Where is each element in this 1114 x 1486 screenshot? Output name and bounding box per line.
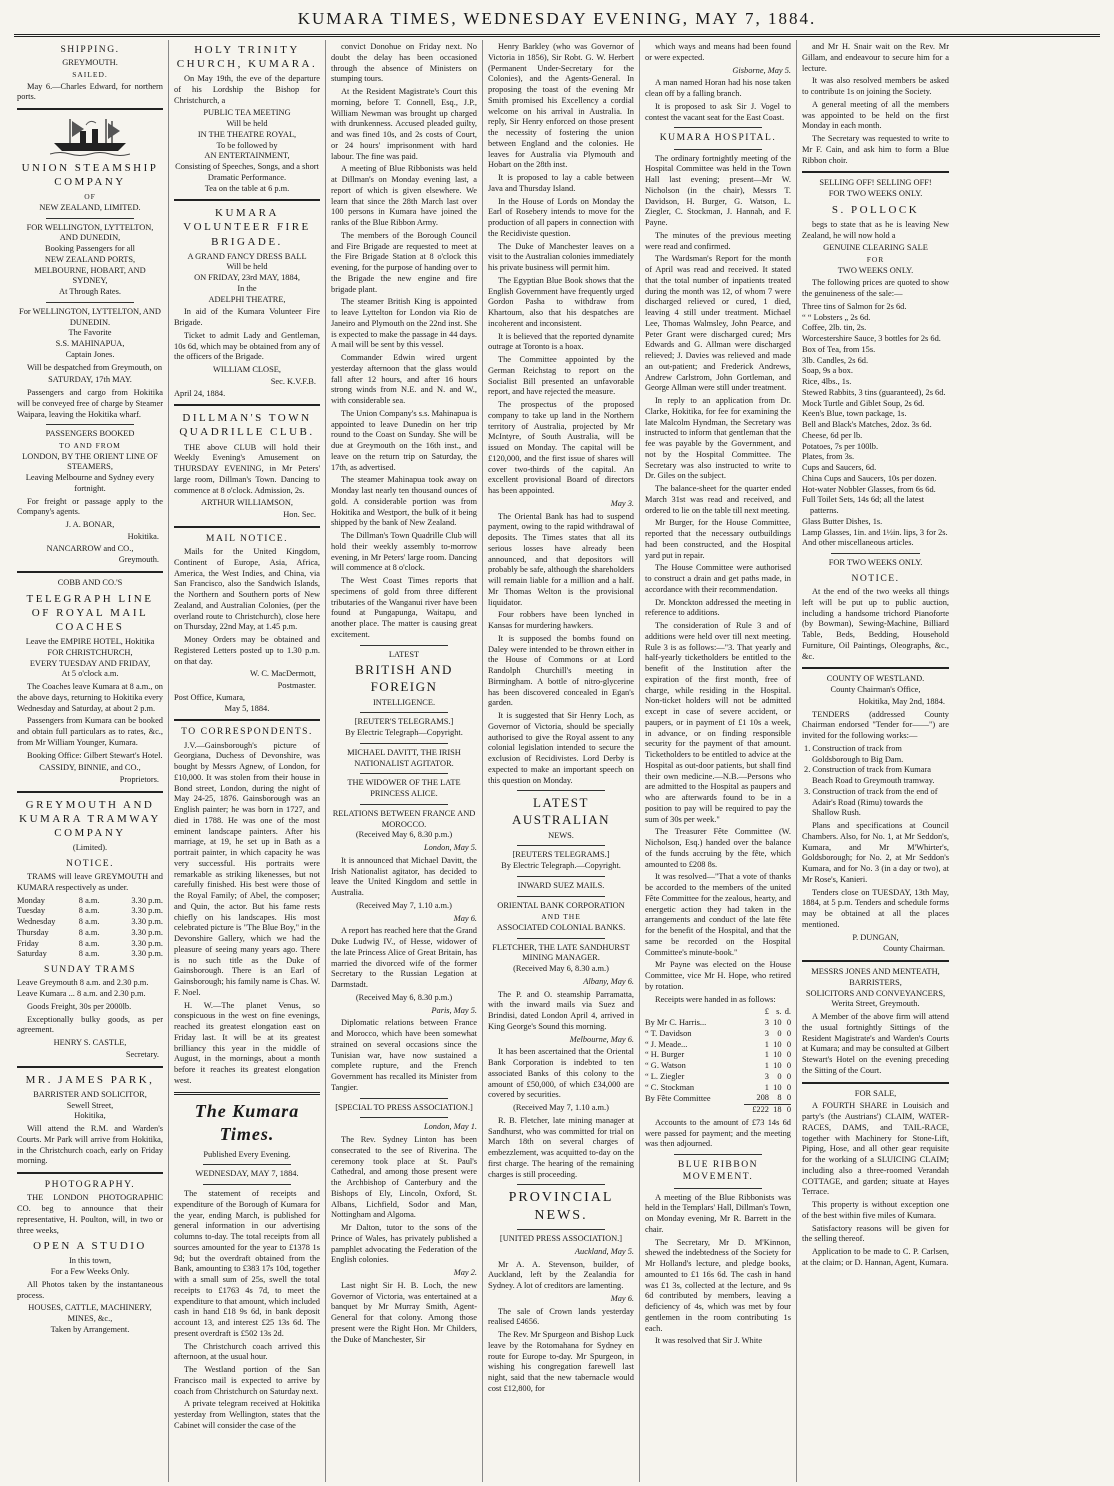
tender-work-item: 3. Construction of track from the end of Adair's Road (Rimu) towards the Shallow Rush. xyxy=(804,786,938,818)
price-item: Box of Tea, from 15s. xyxy=(802,344,876,354)
tram-row: Tuesday 8 a.m. 3.30 p.m. xyxy=(17,906,163,916)
provincial-news-heading: PROVINCIAL NEWS. xyxy=(508,1190,614,1224)
price-item: Mock Turtle and Giblet Soup, 2s 6d. xyxy=(802,398,925,408)
price-item: Rice, 4lbs., 1s. xyxy=(802,377,852,387)
tender-work-item: 2. Construction of track from Kumara Beach Road to Greymouth tramway. xyxy=(804,765,935,786)
price-item: Stewed Rabbits, 3 tins (guaranteed), 2s 6d. xyxy=(802,387,946,397)
shipping-heading: SHIPPING. xyxy=(60,44,120,55)
price-item: “ “ Lobsters „ 2s 6d. xyxy=(802,312,871,322)
price-item: China Cups and Saucers, 10s per dozen. xyxy=(802,473,937,483)
ship-name: S.S. MAHINAPUA, xyxy=(55,339,125,349)
park-heading: MR. JAMES PARK, xyxy=(25,1073,155,1086)
selling-off-heading: SELLING OFF! SELLING OFF! xyxy=(819,178,932,188)
blue-ribbon-heading: BLUE RIBBON MOVEMENT. xyxy=(677,1159,759,1183)
issue-date: WEDNESDAY, MAY 7, 1884. xyxy=(195,1169,299,1179)
correspondents-heading: TO CORRESPONDENTS. xyxy=(181,726,313,738)
greymouth-heading: GREYMOUTH. xyxy=(62,58,118,68)
dillman-heading: DILLMAN'S TOWN QUADRILLE CLUB. xyxy=(179,412,315,439)
receipt-row: “ H. Burger 1 10 0 xyxy=(645,1050,791,1060)
tramway-heading: GREYMOUTH AND KUMARA TRAMWAY COMPANY xyxy=(19,798,161,840)
tram-row: Friday 8 a.m. 3.30 p.m. xyxy=(17,938,163,948)
tram-timetable xyxy=(17,896,163,961)
tender-work-item: 1. Construction of track from Goldsborough to Big Dam. xyxy=(804,743,904,764)
price-item: Worcestershire Sauce, 3 bottles for 2s 6d. xyxy=(802,334,941,344)
column-1: SHIPPING. GREYMOUTH. SAILED. May 6.—Charles Edward, for northern ports. UNION STEAMSHIP COMPANY OF NEW ZEALAND, LIMITED. FOR WELLINGTON, LYTTELTON, AND DUNEDIN, Booking Passengers for all NEW ZEALAND PORTS, MELBOURNE, HOBART, AND SYDNEY, At Through Rates. For WELLINGTON, LYTTELTON, AND DUNEDIN. The Favorite S.S. MAHINAPUA, Captain Jones. Will be despatched from Greymouth, on SATURDAY, 17th MAY. Passengers and cargo from Hokitika will be conveyed free of charge by Steamer Waipara, leaving the Hokitika wharf. PASSENGERS BOOKED TO AND FROM LONDON, BY THE ORIENT LINE OF STEAMERS, Leaving Melbourne and Sydney every fortnight. For freight or passage apply to the Company's agents. J. A. BONAR, Hokitika. NANCARROW and CO., Greymouth. COBB AND CO.'S TELEGRAPH LINE OF ROYAL MAIL COACHES Leave the EMPIRE HOTEL, Hokitika FOR CHRISTCHURCH, EVERY TUESDAY AND FRIDAY, At 5 o'clock a.m. The Coaches leave Kumara at 8 a.m., on the above days, returning to Hokitika every Wednesday and Saturday, at about 2 p.m. Passengers from Kumara can be booked and obtain full particulars as to rates, &c., from Mr William Younger, Kumara. Booking Office: Gilbert Stewart's Hotel. CASSIDY, BINNIE, and CO., Proprietors. GREYMOUTH AND KUMARA TRAMWAY COMPANY (Limited). NOTICE. TRAMS will leave GREYMOUTH and KUMARA respectively as under. Monday 8 a.m. 3.30 p.m. Tuesday 8 a.m. 3.30 p.m. Wednesday 8 a.m. 3.30 p.m. Thursday 8 a.m. 3.30 p.m. Friday 8 a.m. 3.30 p.m. Saturday 8 a.m. 3.30 p.m. SUNDAY TRAMS Leave Greymouth 8 a.m. and 2.30 p.m. Leave Kumara ... 8 a.m. and 2.30 p.m. Goods Freight, 30s per 2000lb. Exceptionally bulky goods, as per agreement. HENRY S. CASTLE, Secretary. MR. JAMES PARK, BARRISTER AND SOLICITOR, Sewell Street, Hokitika, Will attend the R.M. and Warden's Courts. Mr Park will arrive from Hokitika, in the Christchurch coach, early on Friday morning. PHOTOGRAPHY. THE LONDON PHOTOGRAPHIC CO. beg to announce that their representative, H. Poulton, will, in two or three weeks, OPEN A STUDIO In this town, For a Few Weeks Only. All Photos taken by the instantaneous process. HOUSES, CATTLE, MACHINERY, MINES, &c., Taken by Arrangement. xyxy=(12,40,169,1482)
receipt-row: “ C. Stockman 1 10 0 xyxy=(645,1082,791,1092)
mail-notice-heading: MAIL NOTICE. xyxy=(205,532,289,544)
tram-row: Monday 8 a.m. 3.30 p.m. xyxy=(17,895,163,905)
jones-menteath-heading: MESSRS JONES AND MENTEATH, xyxy=(811,967,940,977)
price-item: Full Toilet Sets, 14s 6d; all the latest patterns. xyxy=(802,495,925,516)
fire-brigade-heading: KUMARA VOLUNTEER FIRE BRIGADE. xyxy=(183,207,311,248)
price-item: Potatoes, 7s per 100lb. xyxy=(802,441,879,451)
sailed-entry: May 6.—Charles Edward, for northern ports. xyxy=(17,81,163,102)
masthead: KUMARA TIMES, WEDNESDAY EVENING, MAY 7, 1884. xyxy=(14,6,1100,37)
sailed-label: SAILED. xyxy=(72,70,108,80)
tram-row: Wednesday 8 a.m. 3.30 p.m. xyxy=(17,917,163,927)
union-steamship-title: UNION STEAMSHIP COMPANY xyxy=(21,162,159,189)
columns xyxy=(12,40,1106,1482)
receipt-row: “ J. Meade... 1 10 0 xyxy=(645,1039,791,1049)
works-list xyxy=(802,744,949,819)
for-sale-heading: FOR SALE, xyxy=(854,1088,897,1098)
price-item: And other miscellaneous articles. xyxy=(802,538,914,548)
price-item: Cheese, 6d per lb. xyxy=(802,430,863,440)
receipts-table: £ s. d. By Mr C. Harris... 3 10 0 “ T. Davidson 3 0 0 “ J. Meade... 1 10 0 “ H. Burger 1 10 0 “ G. Watson 1 10 0 “ L. Ziegler 3 0 0 “ C. Stockman 1 10 0 By Fête Committee 208 8 0 £222 18 0 xyxy=(645,1007,791,1115)
price-item: Keen's Blue, town package, 1s. xyxy=(802,409,907,419)
column-6: and Mr H. Snair wait on the Rev. Mr Gillam, and endeavour to secure him for a lecture. It was also resolved members be asked to contribute 1s on joining the Society. A general meeting of all the members was appointed to be held on the first Monday in each month. The Secretary was requested to write to Mr F. Cain, and ask him to form a Blue Ribbon choir. SELLING OFF! SELLING OFF! FOR TWO WEEKS ONLY. S. POLLOCK begs to state that as he is leaving New Zealand, he will now hold a GENUINE CLEARING SALE FOR TWO WEEKS ONLY. The following prices are quoted to show the genuineness of the sale:— Three tins of Salmon for 2s 6d. “ “ Lobsters „ 2s 6d. Coffee, 2lb. tin, 2s. Worcestershire Sauce, 3 bottles for 2s 6d. Box of Tea, from 15s. 3lb. Candles, 2s 6d. Soap, 9s a box. Rice, 4lbs., 1s. Stewed Rabbits, 3 tins (guaranteed), 2s 6d. Mock Turtle and Giblet Soup, 2s 6d. Keen's Blue, town package, 1s. Bell and Black's Matches, 2doz. 3s 6d. Cheese, 6d per lb. Potatoes, 7s per 100lb. Plates, from 3s. Cups and Saucers, 6d. China Cups and Saucers, 10s per dozen. Hot-water Nobbler Glasses, from 6s 6d. Full Toilet Sets, 14s 6d; all the latest patterns. Glass Butter Dishes, 1s. Lamp Glasses, 1in. and 1½in. lips, 3 for 2s. And other miscellaneous articles. FOR TWO WEEKS ONLY. NOTICE. At the end of the two weeks all things left will be put up to public auction, including a handsome trichord Pianoforte (by Bowman), Sewing-Machine, Billiard Table, Beds, Bedding, Household Furniture, Oil Paintings, Oleographs, &c., &c. COUNTY OF WESTLAND. County Chairman's Office, Hokitika, May 2nd, 1884. TENDERS (addressed County Chairman endorsed "Tender for——") are invited for the following works:— 1. Construction of track from Goldsborough to Big Dam. 2. Construction of track from Kumara Beach Road to Greymouth tramway. 3. Construction of track from the end of Adair's Road (Rimu) towards the Shallow Rush. Plans and specifications at Council Chambers. Also, for No. 1, at Mr Seddon's, Kumara, and Mr M'Whirter's, Goldsborough; for No. 2, at Mr Seddon's Kumara, and for No. 3 (in a day or two), at Mr Rose's, Kanieri. Tenders close on TUESDAY, 13th May, 1884, at 5 p.m. Tenders and schedule forms may be obtained at all the places mentioned. P. DUNGAN, County Chairman. MESSRS JONES AND MENTEATH, BARRISTERS, SOLICITORS AND CONVEYANCERS, Werita Street, Greymouth. A Member of the above firm will attend the usual fortnightly Sittings of the Resident Magistrate's and Warden's Courts at Kumara; and may be consulted at Gilbert Stewart's Hotel on the evening preceding the Sitting of the Court. FOR SALE, A FOURTH SHARE in Louisich and party's (the Austrians') CLAIM, WATER-RACES, DAMS, and TAIL-RACE, together with Machinery for Stone-Lift, Piping, Hose, and all other gear requisite for the working of a SLUICING CLAIM; including also a three-roomed Verandah COTTAGE, and garden; situate at Hayes Terrace. This property is without exception one of the best within five miles of Kumara. Satisfactory reasons will be given for the selling thereof. Application to be made to C. P. Carlsen, at the claim; or D. Hannan, Agent, Kumara. xyxy=(802,42,949,1267)
column-3: convict Donohue on Friday next. No doubt the delay has been occasioned through the absence of Ministers on stumping tours. At the Resident Magistrate's Court this morning, before T. Connell, Esq., J.P., William Newman was brought up charged with drunkenness. Accused pleaded guilty, and was fined 10s, and 2s costs of Court, or 24 hours' imprisonment with hard labour. The fine was paid. A meeting of Blue Ribbonists was held at Dillman's on Monday evening last, a report of which is given elsewhere. We learn that since the 28th March last over 100 persons in Kumara have joined the ranks of the Blue Ribbon Army. The members of the Borough Council and Fire Brigade are requested to meet at the Fire Brigade Station at 8 o'clock this evening, for the purpose of handing over to the Brigade the new engine and fire brigade plant. The steamer British King is appointed to leave Lyttelton for London via Rio de Janeiro and Plymouth on the 22nd inst. She is expected to make the passage in 44 days. A mail will be sent by this vessel. Commander Edwin wired urgent yesterday afternoon that the glass would fall after 12 hours, and after 16 hours strong winds from N.E. and N. and W., with considerable sea. The Union Company's s.s. Mahinapua is appointed to leave Dunedin on her trip round to the Coast on Sunday. She will be due at Greymouth on the 16th inst., and leave on the return trip on Saturday, the 17th, as advertised. The steamer Mahinapua took away on Monday last nearly ten thousand ounces of gold. A considerable portion was from Hokitika and Westport, the bulk of it being shipped by the bank of New Zealand. The Dillman's Town Quadrille Club will hold their weekly assembly to-morrow evening, in Mr Peters' large room. Dancing will commence at 8 o'clock. The West Coast Times reports that specimens of gold from three different tributaries of the Wanganui river have been found at Pungapunga, Waitapu, and another place. The matter is causing great excitement. LATEST BRITISH AND FOREIGN INTELLIGENCE. [REUTER'S TELEGRAMS.] By Electric Telegraph—Copyright. MICHAEL DAVITT, THE IRISH NATIONALIST AGITATOR. THE WIDOWER OF THE LATE PRINCESS ALICE. RELATIONS BETWEEN FRANCE AND MOROCCO. (Received May 6, 8.30 p.m.) London, May 5. It is announced that Michael Davitt, the Irish Nationalist agitator, has decided to leave the United Kingdom and settle in Australia. (Received May 7, 1.10 a.m.) May 6. A report has reached here that the Grand Duke Ludwig IV., of Hesse, widower of the late Princess Alice of Great Britain, has married the divorced wife of the former Secretary to the Russian Legation at Darmstadt. (Received May 6, 8.30 p.m.) Paris, May 5. Diplomatic relations between France and Morocco, which have been somewhat strained on several occasions since the Tunisian war, have now sustained a complete rupture, and the French Government has recalled its Minister from Tangier. [SPECIAL TO PRESS ASSOCIATION.] London, May 1. The Rev. Sydney Linton has been consecrated to the see of Riverina. The ceremony took place at St. Paul's Cathedral, and among those present were the Archbishop of Canterbury and the Bishops of Ely, Lincoln, Oxford, St. Albans, Lichfield, Sodor and Man, Nottingham and Algoma. Mr Dalton, tutor to the sons of the Prince of Wales, has privately published a pamphlet advocating the Federation of the English colonies. May 2. Last night Sir H. B. Loch, the new Governor of Victoria, was entertained at a banquet by Mr Murray Smith, Agent-General for that colony. Among those present were the Right Hon. Mr Childers, the Duke of Manchester, Sir xyxy=(326,40,483,1482)
price-list xyxy=(802,302,949,549)
receipt-row: “ G. Watson 1 10 0 xyxy=(645,1061,791,1071)
price-item: 3lb. Candles, 2s 6d. xyxy=(802,355,869,365)
newspaper-flag: The Kumara Times. xyxy=(194,1100,300,1144)
price-item: Three tins of Salmon for 2s 6d. xyxy=(802,301,907,311)
price-item: Glass Butter Dishes, 1s. xyxy=(802,516,883,526)
receipts-total: £222 18 0 xyxy=(645,1105,791,1116)
price-item: Cups and Saucers, 6d. xyxy=(802,463,877,473)
steamship-icon xyxy=(50,115,130,157)
price-item: Plates, from 3s. xyxy=(802,452,855,462)
receipt-row: “ T. Davidson 3 0 0 xyxy=(645,1028,791,1038)
price-item: Coffee, 2lb. tin, 2s. xyxy=(802,323,867,333)
westland-heading: COUNTY OF WESTLAND. xyxy=(826,674,925,684)
price-item: Soap, 9s a box. xyxy=(802,366,853,376)
column-5: which ways and means had been found or were expected. Gisborne, May 5. A man named Horan had his nose taken clean off by a falling branch. It is proposed to ask Sir J. Vogel to contest the vacant seat for the East Coast. KUMARA HOSPITAL. The ordinary fortnightly meeting of the Hospital Committee was held in the Town Hall last evening; present—Mr W. Nicholson (in the chair), Messrs T. Davidson, H. Burger, G. Watson, L. Ziegler, C. Stockman, J. Hannah, and F. Payne. The minutes of the previous meeting were read and confirmed. The Wardsman's Report for the month of April was read and received. It stated that the total number of inpatients treated during the month was 12, of whom 7 were discharged relieved or cured, 1 died, leaving 4 still under treatment. Michael Lee, Thomas Walmsley, John Pearce, and Peter Grant were discharged cured; Mrs Edwards and G. Allman were discharged relieved; J. Davies was relieved and made an out-patient; and Frederick Andrews, Andrew Carlstrom, John Gortleman, and George Allman were still under treatment. In reply to an application from Dr. Clarke, Hokitika, for fee for examining the late Malcolm Hyndman, the Secretary was instructed to inform that gentleman that the fee was payable by the Government, and not by the Hospital Committee. The Secretary was also instructed to write to Dr. Giles on the subject. The balance-sheet for the quarter ended March 31st was read and received, and ordered to lie on the table till next meeting. Mr Burger, for the House Committee, reported that the necessary outbuildings had been constructed, and the Hospital yard put in repair. The House Committee were authorised to construct a drain and get paths made, in accordance with their recommendation. Dr. Monckton addressed the meeting in reference to additions. The consideration of Rule 3 and of additions were held over till next meeting. Rule 3 is as follows:—"3. That yearly and half-yearly ticketholders be entitled to the benefit of the Institution after the expiration of the first month, free of charge, while residing in the Hospital. Non-ticket holders will not be admitted except in case of severe accident, or paupers, or in payment of £1 10s a week, in advance, or on finding responsible security for the payment of that amount. Ticketholders to be entitled to advice at the Hospital as out-door patients, but shall find their own medicine.—N.B.—Persons who are admitted to the Hospital as paupers and who are afterwards found to be in a position to pay will be required to pay the sum of 30s per week." The Treasurer Fête Committee (W. Nicholson, Esq.) handed over the balance of the funds accruing by the fête, which amounted to £208 8s. It was resolved—"That a vote of thanks be accorded to the members of the united Fête Committee for the zealous, hearty, and energetic action they had taken in the arrangements and conduct of the late fête for the benefit of the Hospital, and that the same be recorded on the Hospital Committee's minute-book." Mr Payne was elected on the House Committee, vice Mr H. Hope, who retired by rotation. Receipts were handed in as follows: £ s. d. By Mr C. Harris... 3 10 0 “ T. Davidson 3 0 0 “ J. Meade... 1 10 0 “ H. Burger 1 10 0 “ G. Watson 1 10 0 “ L. Ziegler 3 0 0 “ C. Stockman 1 10 0 By Fête Committee 208 8 0 £222 18 0 Accounts to the amount of £73 14s 6d were passed for payment; and the meeting was then adjourned. BLUE RIBBON MOVEMENT. A meeting of the Blue Ribbonists was held in the Templars' Hall, Dillman's Town, on Monday evening, Mr R. Barrett in the chair. The Secretary, Mr D. M'Kinnon, shewed the indebtedness of the Society for Mr Holland's lecture, and pledge books, amounted to £1 16s 6d. The cash in hand was £1 3s, collected at the lecture, and 9s 6d contributed by members, leaving a deficiency of 4s, which was met by four gentlemen in the room contributing 1s each. It was resolved that Sir J. White xyxy=(640,40,797,1482)
receipt-row: “ L. Ziegler 3 0 0 xyxy=(645,1071,791,1081)
receipt-row: By Mr C. Harris... 3 10 0 xyxy=(645,1018,791,1028)
cobb-heading: COBB AND CO.'S xyxy=(57,578,123,588)
receipt-row: By Fête Committee 208 8 0 xyxy=(645,1093,791,1103)
price-item: Bell and Black's Matches, 2doz. 3s 6d. xyxy=(802,420,932,430)
tram-row: Saturday 8 a.m. 3.30 p.m. xyxy=(17,949,163,959)
price-item: Lamp Glasses, 1in. and 1½in. lips, 3 for 2s. xyxy=(802,527,948,537)
column-2: HOLY TRINITY CHURCH, KUMARA. On May 19th, the eve of the departure of his Lordship the Bishop for Christchurch, a PUBLIC TEA MEETING Will be held IN THE THEATRE ROYAL, To be followed by AN ENTERTAINMENT, Consisting of Speeches, Songs, and a short Dramatic Performance. Tea on the table at 6 p.m. KUMARA VOLUNTEER FIRE BRIGADE. A GRAND FANCY DRESS BALL Will be held ON FRIDAY, 23rd MAY, 1884, In the ADELPHI THEATRE, In aid of the Kumara Volunteer Fire Brigade. Ticket to admit Lady and Gentleman, 10s 6d, which may be obtained from any of the officers of the Brigade. WILLIAM CLOSE, Sec. K.V.F.B. April 24, 1884. DILLMAN'S TOWN QUADRILLE CLUB. THE above CLUB will hold their Weekly Evening's Amusement on THURSDAY EVENING, in Mr Peters' large room, Dillman's Town. Dancing to commence at 8 o'clock. Admission, 2s. ARTHUR WILLIAMSON, Hon. Sec. MAIL NOTICE. Mails for the United Kingdom, Continent of Europe, Asia, Africa, America, the West Indies, and China, via San Francisco, also the Sandwich Islands, the Northern and Southern ports of New Zealand, and Australian Colonies, (per the overland route to Christchurch), close here on Thursday, 22nd May, at 1.45 p.m. Money Orders may be obtained and Registered Letters posted up to 1.30 p.m. on that day. W. C. MacDermott, Postmaster. Post Office, Kumara, May 5, 1884. TO CORRESPONDENTS. J.V.—Gainsborough's picture of Georgiana, Duchess of Devonshire, was bought by Messrs Agnew, of London, for £10,000. It was stolen from their house in Bond street, London, during the night of May 24-25, 1876. Gainsborough was an English painter; he was born in 1727, and died in 1788. He was one of the most eminent landscape painters. After his marriage, at 19, he set up in Bath as a portrait painter, in which capacity he was very successful. His portraits were remarkable as striking likenesses, but not carefully finished. His best were those of the Royal Family; of Abel, the composer; and Quin, the actor. But his fame rests chiefly on his landscapes. His most celebrated picture is "The Blue Boy," in the Devonshire Gallery, which we had the pleasure of seeing many years ago. There is no such title as the Duke of Gainsborough. There is an Earl of Gainsborough; his family name is Chas. W. F. Noel. H. W.—The planet Venus, so conspicuous in the west on fine evenings, reached its greatest elongation east on Friday last. It will be at its greatest brilliancy this year in the middle of August, in the mornings, about a month before it reaches its greatest elongation west. The Kumara Times. Published Every Evening. WEDNESDAY, MAY 7, 1884. The statement of receipts and expenditure of the Borough of Kumara for the year, ending March, is published for general information in our advertising columns to-day. The total receipts from all sources amounted for the year to £1378 1s 9d; but the overdraft obtained from the Bank, amounting to £383 17s 10d, together with a small sum of 25s, swell the total receipts to £1763 4s 7d, to meet the expenditure to that amount, which included cash in hand £18 9s 6d, in bank deposit account 13, and interest £25 13s 6d. The present overdraft is £502 13s 2d. The Christchurch coach arrived this afternoon, at the usual hour. The Westland portion of the San Francisco mail is expected to arrive by coach from Christchurch on Saturday next. A private telegram received at Hokitika yesterday from Wellington, states that the Cabinet will consider the case of the xyxy=(169,40,326,1482)
tram-row: Thursday 8 a.m. 3.30 p.m. xyxy=(17,927,163,937)
pollock-heading: S. POLLOCK xyxy=(831,203,920,216)
british-foreign-heading: BRITISH AND FOREIGN xyxy=(355,662,453,694)
kumara-hospital-heading: KUMARA HOSPITAL. xyxy=(659,132,777,144)
holy-trinity-heading: HOLY TRINITY CHURCH, KUMARA. xyxy=(176,44,318,71)
latest-australian-heading: LATEST AUSTRALIAN xyxy=(511,795,611,827)
column-4: Henry Barkley (who was Governor of Victoria in 1856), Sir Robt. G. W. Herbert (Permanent Under-Secretary for the Colonies), and the Agents-General. In proposing the toast of the evening Mr Smith promised his Excellency a cordial welcome on his arrival in Australia. In reply, Sir Henry enforced on those present the necessity of fostering the union between England and the colonies. He leaves for Australia via Plymouth and Hobart on the 28th inst. It is proposed to lay a cable between Java and Thursday Island. In the House of Lords on Monday the Earl of Rosebery intends to move for the production of all papers in connection with the Recidiviste question. The Duke of Manchester leaves on a visit to the Australian colonies immediately his private business will permit him. The Egyptian Blue Book shows that the English Government have frequently urged Gordon Pasha to withdraw from Khartoum, also that his despatches are incoherent and inconsistent. It is believed that the reported dynamite outrage at Toronto is a hoax. The Committee appointed by the German Reichstag to report on the Socialist Bill presented an unfavorable report, and have rejected the measure. The prospectus of the proposed company to take up land in the Northern territory of Australia, projected by Mr McIntyre, of South Australia, will be issued on Monday. The capital will be £120,000, and the first issue of shares will cover two-thirds of the capital. An excellent provisional Board of directors has been appointed. May 3. The Oriental Bank has had to suspend payment, owing to the rapid withdrawal of deposits. The Times states that all its serious losses have already been announced, and that depositors will probably be safe, although the shareholders will remain liable for a million and a half. Mr Thomas Welton is the provisional liquidator. Four robbers have been lynched in Kansas for murdering hawkers. It is supposed the bombs found on Daley were intended to be thrown either in the House of Commons or at Lord Randolph Churchill's meeting in Birmingham. A bottle of nitro-glycerine has been discovered concealed in Egan's garden. It is suggested that Sir Henry Loch, as Governor of Victoria, should be specially authorised to give the Royal assent to any colonial legislation intended to secure the exclusion of Recidivistes. Lord Derby is expected to make an important speech on this question on Monday. LATEST AUSTRALIAN NEWS. [REUTERS TELEGRAMS.] By Electric Telegraph.—Copyright. INWARD SUEZ MAILS. ORIENTAL BANK CORPORATION AND THE ASSOCIATED COLONIAL BANKS. FLETCHER, THE LATE SANDHURST MINING MANAGER. (Received May 6, 8.30 a.m.) Albany, May 6. The P. and O. steamship Parramatta, with the inward mails via Suez and Brindisi, dated London April 4, arrived in King George's Sound this morning. Melbourne, May 6. It has been ascertained that the Oriental Bank Corporation is indebted to ten associated Banks of this colony to the amount of £50,000, of which £34,000 are covered by securities. (Received May 7, 1.10 a.m.) R. B. Fletcher, late mining manager at Sandhurst, who was committed for trial on March 18th on several charges of embezzlement, was acquitted to-day on the first charge. The hearing of the remaining charges is still proceeding. PROVINCIAL NEWS. [UNITED PRESS ASSOCIATION.] Auckland, May 5. Mr A. A. Stevenson, builder, of Auckland, left by the Zealandia for Sydney. A lot of creditors are lamenting. May 6. The sale of Crown lands yesterday realised £4656. The Rev. Mr Spurgeon and Bishop Luck leave by the Rotomahana for Sydney en route for Europe to-day. Mr Spurgeon, in wishing his congregation farewell last night, said that the new tabernacle would cost £12,800, for xyxy=(483,40,640,1482)
price-item: Hot-water Nobbler Glasses, from 6s 6d. xyxy=(802,484,936,494)
